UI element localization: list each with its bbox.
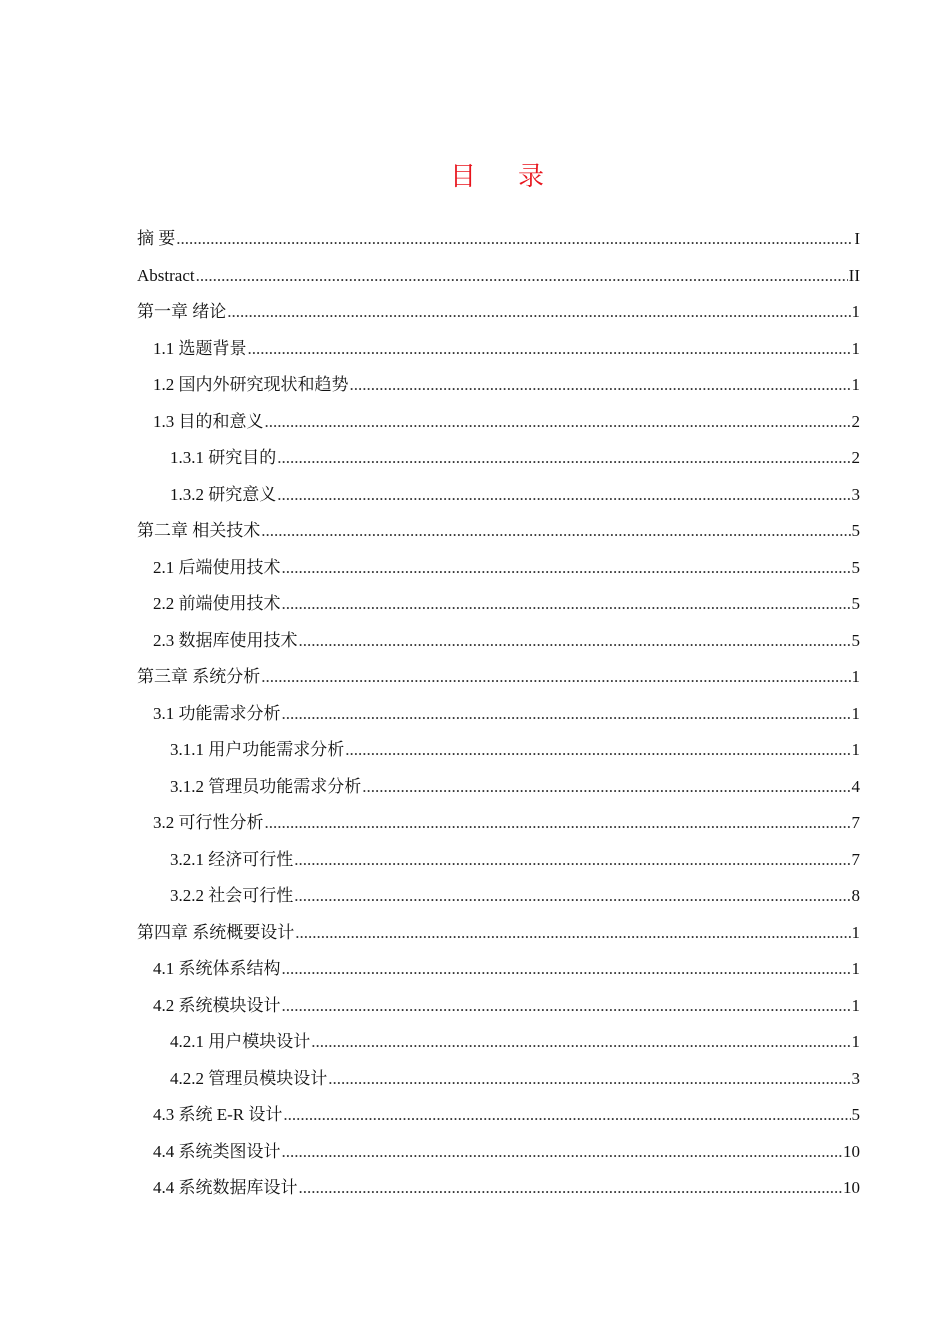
toc-dot-leader — [176, 221, 853, 258]
toc-entry-label: 3.2.1 经济可行性 — [170, 849, 294, 869]
toc-entry-label: 4.2.2 管理员模块设计 — [170, 1068, 328, 1088]
toc-entry[interactable] — [137, 842, 860, 879]
toc-entry-label: 第三章 系统分析 — [137, 667, 261, 686]
toc-entry-label: 1.3.1 研究目的 — [170, 448, 277, 467]
toc-entry-page-number: 4 — [851, 776, 860, 796]
toc-entry-label: 3.1.2 管理员功能需求分析 — [170, 776, 362, 796]
toc-dot-leader — [362, 769, 850, 806]
toc-entry-label: 第四章 系统概要设计 — [137, 922, 295, 942]
toc-dot-leader — [282, 988, 851, 1025]
toc-entry-page-number: 1 — [851, 667, 860, 686]
toc-entry-label: 2.2 前端使用技术 — [153, 594, 281, 613]
toc-entry[interactable] — [137, 477, 860, 514]
toc-dot-leader — [294, 842, 850, 879]
toc-dot-leader — [261, 659, 850, 696]
toc-entry-page-number: 10 — [843, 1141, 860, 1161]
toc-entry-page-number: 8 — [851, 886, 860, 905]
toc-entry-page-number: 1 — [851, 703, 860, 723]
toc-entry-label: 4.4 系统数据库设计 — [153, 1178, 298, 1197]
toc-entry[interactable] — [137, 1170, 860, 1207]
toc-entry[interactable] — [137, 221, 860, 258]
toc-dot-leader — [282, 550, 851, 587]
toc-entry-label: 3.1.1 用户功能需求分析 — [170, 740, 345, 759]
toc-dot-leader — [295, 915, 850, 952]
toc-dot-leader — [227, 294, 850, 331]
toc-entry[interactable] — [137, 294, 860, 331]
toc-entry-page-number: 10 — [843, 1178, 860, 1197]
toc-dot-leader — [311, 1024, 850, 1061]
toc-entry[interactable] — [137, 586, 860, 623]
toc-entry[interactable] — [137, 440, 860, 477]
toc-entry[interactable] — [137, 331, 860, 368]
toc-entry-page-number: 2 — [851, 411, 860, 431]
toc-dot-leader — [282, 696, 851, 733]
toc-entry-label: 4.1 系统体系结构 — [153, 959, 281, 978]
toc-entry-page-number: I — [854, 229, 860, 248]
toc-entry-page-number: 5 — [851, 521, 860, 540]
toc-dot-leader — [328, 1061, 850, 1098]
toc-entry-label: 1.3 目的和意义 — [153, 411, 264, 431]
toc-dot-leader — [299, 1170, 843, 1207]
toc-entry-page-number: 1 — [851, 1032, 860, 1051]
toc-dot-leader — [282, 586, 851, 623]
toc-entry-page-number: 1 — [851, 375, 860, 394]
toc-entry-label: 摘 要 — [137, 229, 176, 248]
toc-entry-page-number: 1 — [851, 338, 860, 358]
toc-entry[interactable] — [137, 1061, 860, 1098]
toc-dot-leader — [294, 878, 850, 915]
toc-entry[interactable] — [137, 1024, 860, 1061]
toc-entry-page-number: 5 — [851, 630, 860, 650]
toc-entry-page-number: 2 — [851, 448, 860, 467]
toc-entry-label: 1.2 国内外研究现状和趋势 — [153, 375, 349, 394]
toc-entry-label: 3.2 可行性分析 — [153, 813, 264, 832]
toc-entry-page-number: 5 — [851, 1105, 860, 1124]
toc-entry-page-number: 5 — [851, 594, 860, 613]
toc-dot-leader — [345, 732, 850, 769]
toc-entry-page-number: 1 — [851, 922, 860, 942]
toc-entry[interactable] — [137, 732, 860, 769]
toc-entry-label: 3.2.2 社会可行性 — [170, 886, 294, 905]
toc-entry[interactable] — [137, 915, 860, 952]
toc-title: 目录 — [449, 162, 586, 192]
toc-dot-leader — [196, 258, 848, 295]
toc-dot-leader — [282, 951, 851, 988]
toc-entry-page-number: 3 — [851, 1068, 860, 1088]
toc-entry-label: 4.3 系统 E-R 设计 — [153, 1105, 283, 1124]
toc-entry[interactable] — [137, 404, 860, 441]
toc-entry[interactable] — [137, 513, 860, 550]
toc-entry-label: 1.1 选题背景 — [153, 338, 247, 358]
toc-entry[interactable] — [137, 805, 860, 842]
toc-entry[interactable] — [137, 367, 860, 404]
toc-entry-page-number: II — [848, 265, 860, 285]
toc-entry-label: 2.3 数据库使用技术 — [153, 630, 298, 650]
toc-entry-page-number: 7 — [851, 849, 860, 869]
toc-entry-page-number: 1 — [851, 959, 860, 978]
toc-dot-leader — [261, 513, 850, 550]
toc-entry[interactable] — [137, 878, 860, 915]
toc-entry[interactable] — [137, 258, 860, 295]
toc-entry[interactable] — [137, 623, 860, 660]
toc-entry[interactable] — [137, 1097, 860, 1134]
toc-entry-page-number: 1 — [851, 995, 860, 1015]
toc-dot-leader — [299, 623, 851, 660]
toc-entry-label: 2.1 后端使用技术 — [153, 557, 281, 577]
toc-entry-label: 4.2 系统模块设计 — [153, 995, 281, 1015]
toc-dot-leader — [265, 404, 851, 441]
toc-entry-label: 1.3.2 研究意义 — [170, 484, 277, 504]
toc-entry-label: Abstract — [137, 265, 195, 285]
toc-dot-leader — [282, 1134, 843, 1171]
toc-entry-page-number: 1 — [851, 302, 860, 321]
toc-dot-leader — [350, 367, 851, 404]
toc-entry-page-number: 5 — [851, 557, 860, 577]
toc-entry-label: 第二章 相关技术 — [137, 521, 261, 540]
toc-dot-leader — [277, 477, 850, 514]
toc-entry[interactable] — [137, 696, 860, 733]
toc-entry-page-number: 7 — [851, 813, 860, 832]
toc-dot-leader — [277, 440, 850, 477]
toc-dot-leader — [283, 1097, 850, 1134]
toc-entry[interactable] — [137, 659, 860, 696]
toc-entry-label: 3.1 功能需求分析 — [153, 703, 281, 723]
toc-entry-page-number: 1 — [851, 740, 860, 759]
toc-dot-leader — [248, 331, 851, 368]
toc-entry[interactable] — [137, 769, 860, 806]
toc-entry-page-number: 3 — [851, 484, 860, 504]
toc-entry[interactable] — [137, 1134, 860, 1171]
toc-entry-label: 4.4 系统类图设计 — [153, 1141, 281, 1161]
toc-dot-leader — [265, 805, 851, 842]
toc-entry[interactable] — [137, 988, 860, 1025]
toc-entry[interactable] — [137, 951, 860, 988]
toc-entry-label: 第一章 绪论 — [137, 302, 227, 321]
table-of-contents — [137, 221, 860, 1207]
toc-entry[interactable] — [137, 550, 860, 587]
toc-entry-label: 4.2.1 用户模块设计 — [170, 1032, 311, 1051]
